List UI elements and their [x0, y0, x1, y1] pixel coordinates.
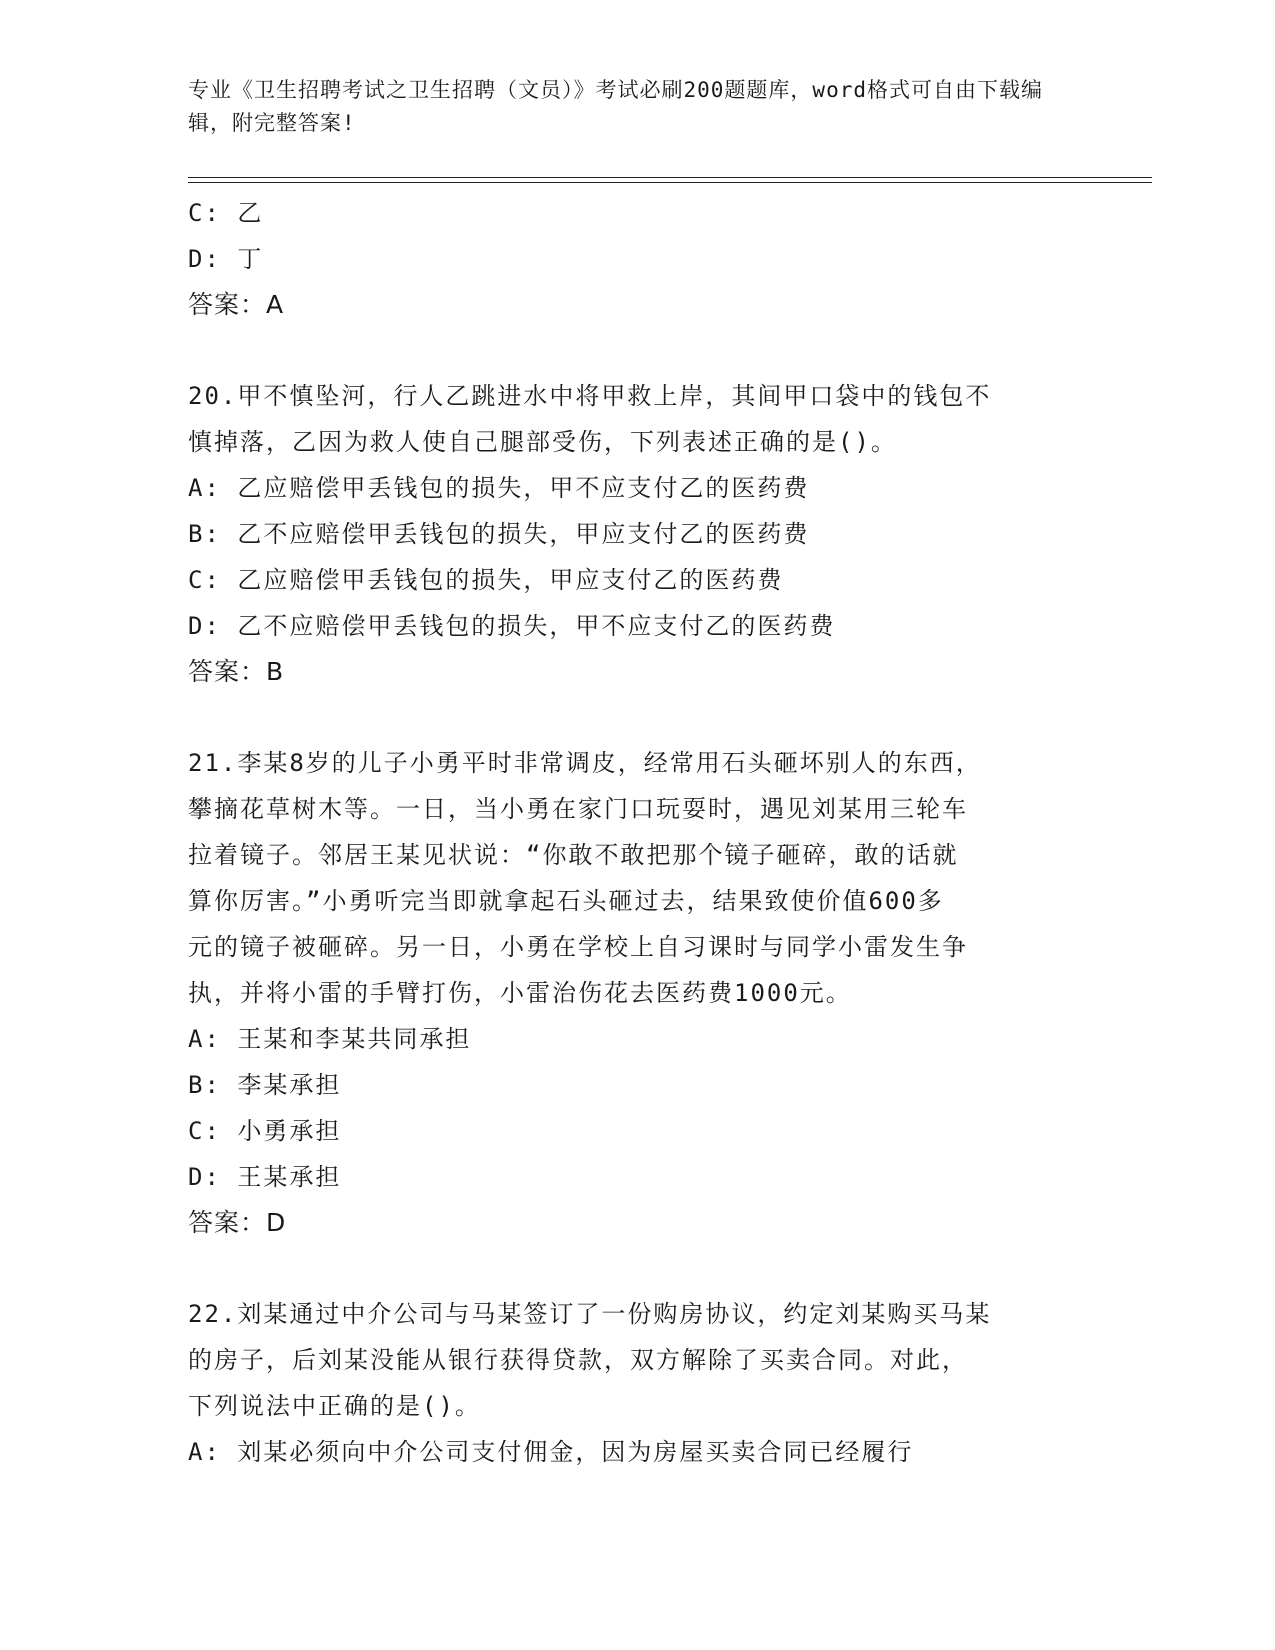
spacer	[188, 328, 1088, 373]
question-line: 21.李某8岁的儿子小勇平时非常调皮，经常用石头砸坏别人的东西，	[188, 749, 982, 777]
question-content	[188, 190, 1088, 1475]
option-c: C: 乙应赔偿甲丢钱包的损失，甲应支付乙的医药费	[188, 566, 784, 594]
question-20-stem	[188, 373, 1088, 465]
question-line: 执，并将小雷的手臂打伤，小雷治伤花去医药费1000元。	[188, 979, 852, 1007]
option-c: C: 乙	[188, 199, 264, 227]
header-divider-second	[188, 182, 1152, 183]
question-line: 的房子，后刘某没能从银行获得贷款，双方解除了买卖合同。对此，	[188, 1346, 968, 1374]
option-b: B: 乙不应赔偿甲丢钱包的损失，甲应支付乙的医药费	[188, 520, 810, 548]
option-a: A: 刘某必须向中介公司支付佣金，因为房屋买卖合同已经履行	[188, 1438, 914, 1466]
spacer	[188, 695, 1088, 740]
question-line: 攀摘花草树木等。一日，当小勇在家门口玩耍时，遇见刘某用三轮车	[188, 795, 968, 823]
question-line: 算你厉害。”小勇听完当即就拿起石头砸过去，结果致使价值600多	[188, 887, 944, 915]
option-a: A: 乙应赔偿甲丢钱包的损失，甲不应支付乙的医药费	[188, 474, 810, 502]
spacer	[188, 1246, 1088, 1291]
option-d: D: 王某承担	[188, 1163, 342, 1191]
question-22-stem	[188, 1291, 1088, 1429]
option-c: C: 小勇承担	[188, 1117, 342, 1145]
question-line: 元的镜子被砸碎。另一日，小勇在学校上自习课时与同学小雷发生争	[188, 933, 968, 961]
question-line: 拉着镜子。邻居王某见状说：“你敢不敢把那个镜子砸碎，敢的话就	[188, 841, 959, 869]
answer-label: 答案：B	[188, 657, 285, 686]
answer-label: 答案：A	[188, 290, 285, 319]
answer-label: 答案：D	[188, 1208, 287, 1237]
option-d: D: 乙不应赔偿甲丢钱包的损失，甲不应支付乙的医药费	[188, 612, 836, 640]
header-divider	[188, 177, 1152, 178]
document-header: 专业《卫生招聘考试之卫生招聘（文员）》考试必刷200题题库，word格式可自由下载编辑，附完整答案!	[188, 78, 1043, 135]
option-a: A: 王某和李某共同承担	[188, 1025, 472, 1053]
question-line: 20.甲不慎坠河，行人乙跳进水中将甲救上岸，其间甲口袋中的钱包不	[188, 382, 992, 410]
question-21-stem	[188, 740, 1088, 1016]
question-line: 22.刘某通过中介公司与马某签订了一份购房协议，约定刘某购买马某	[188, 1300, 992, 1328]
question-line: 下列说法中正确的是()。	[188, 1392, 481, 1420]
option-b: B: 李某承担	[188, 1071, 342, 1099]
option-d: D: 丁	[188, 245, 264, 273]
question-line: 慎掉落，乙因为救人使自己腿部受伤，下列表述正确的是()。	[188, 428, 897, 456]
